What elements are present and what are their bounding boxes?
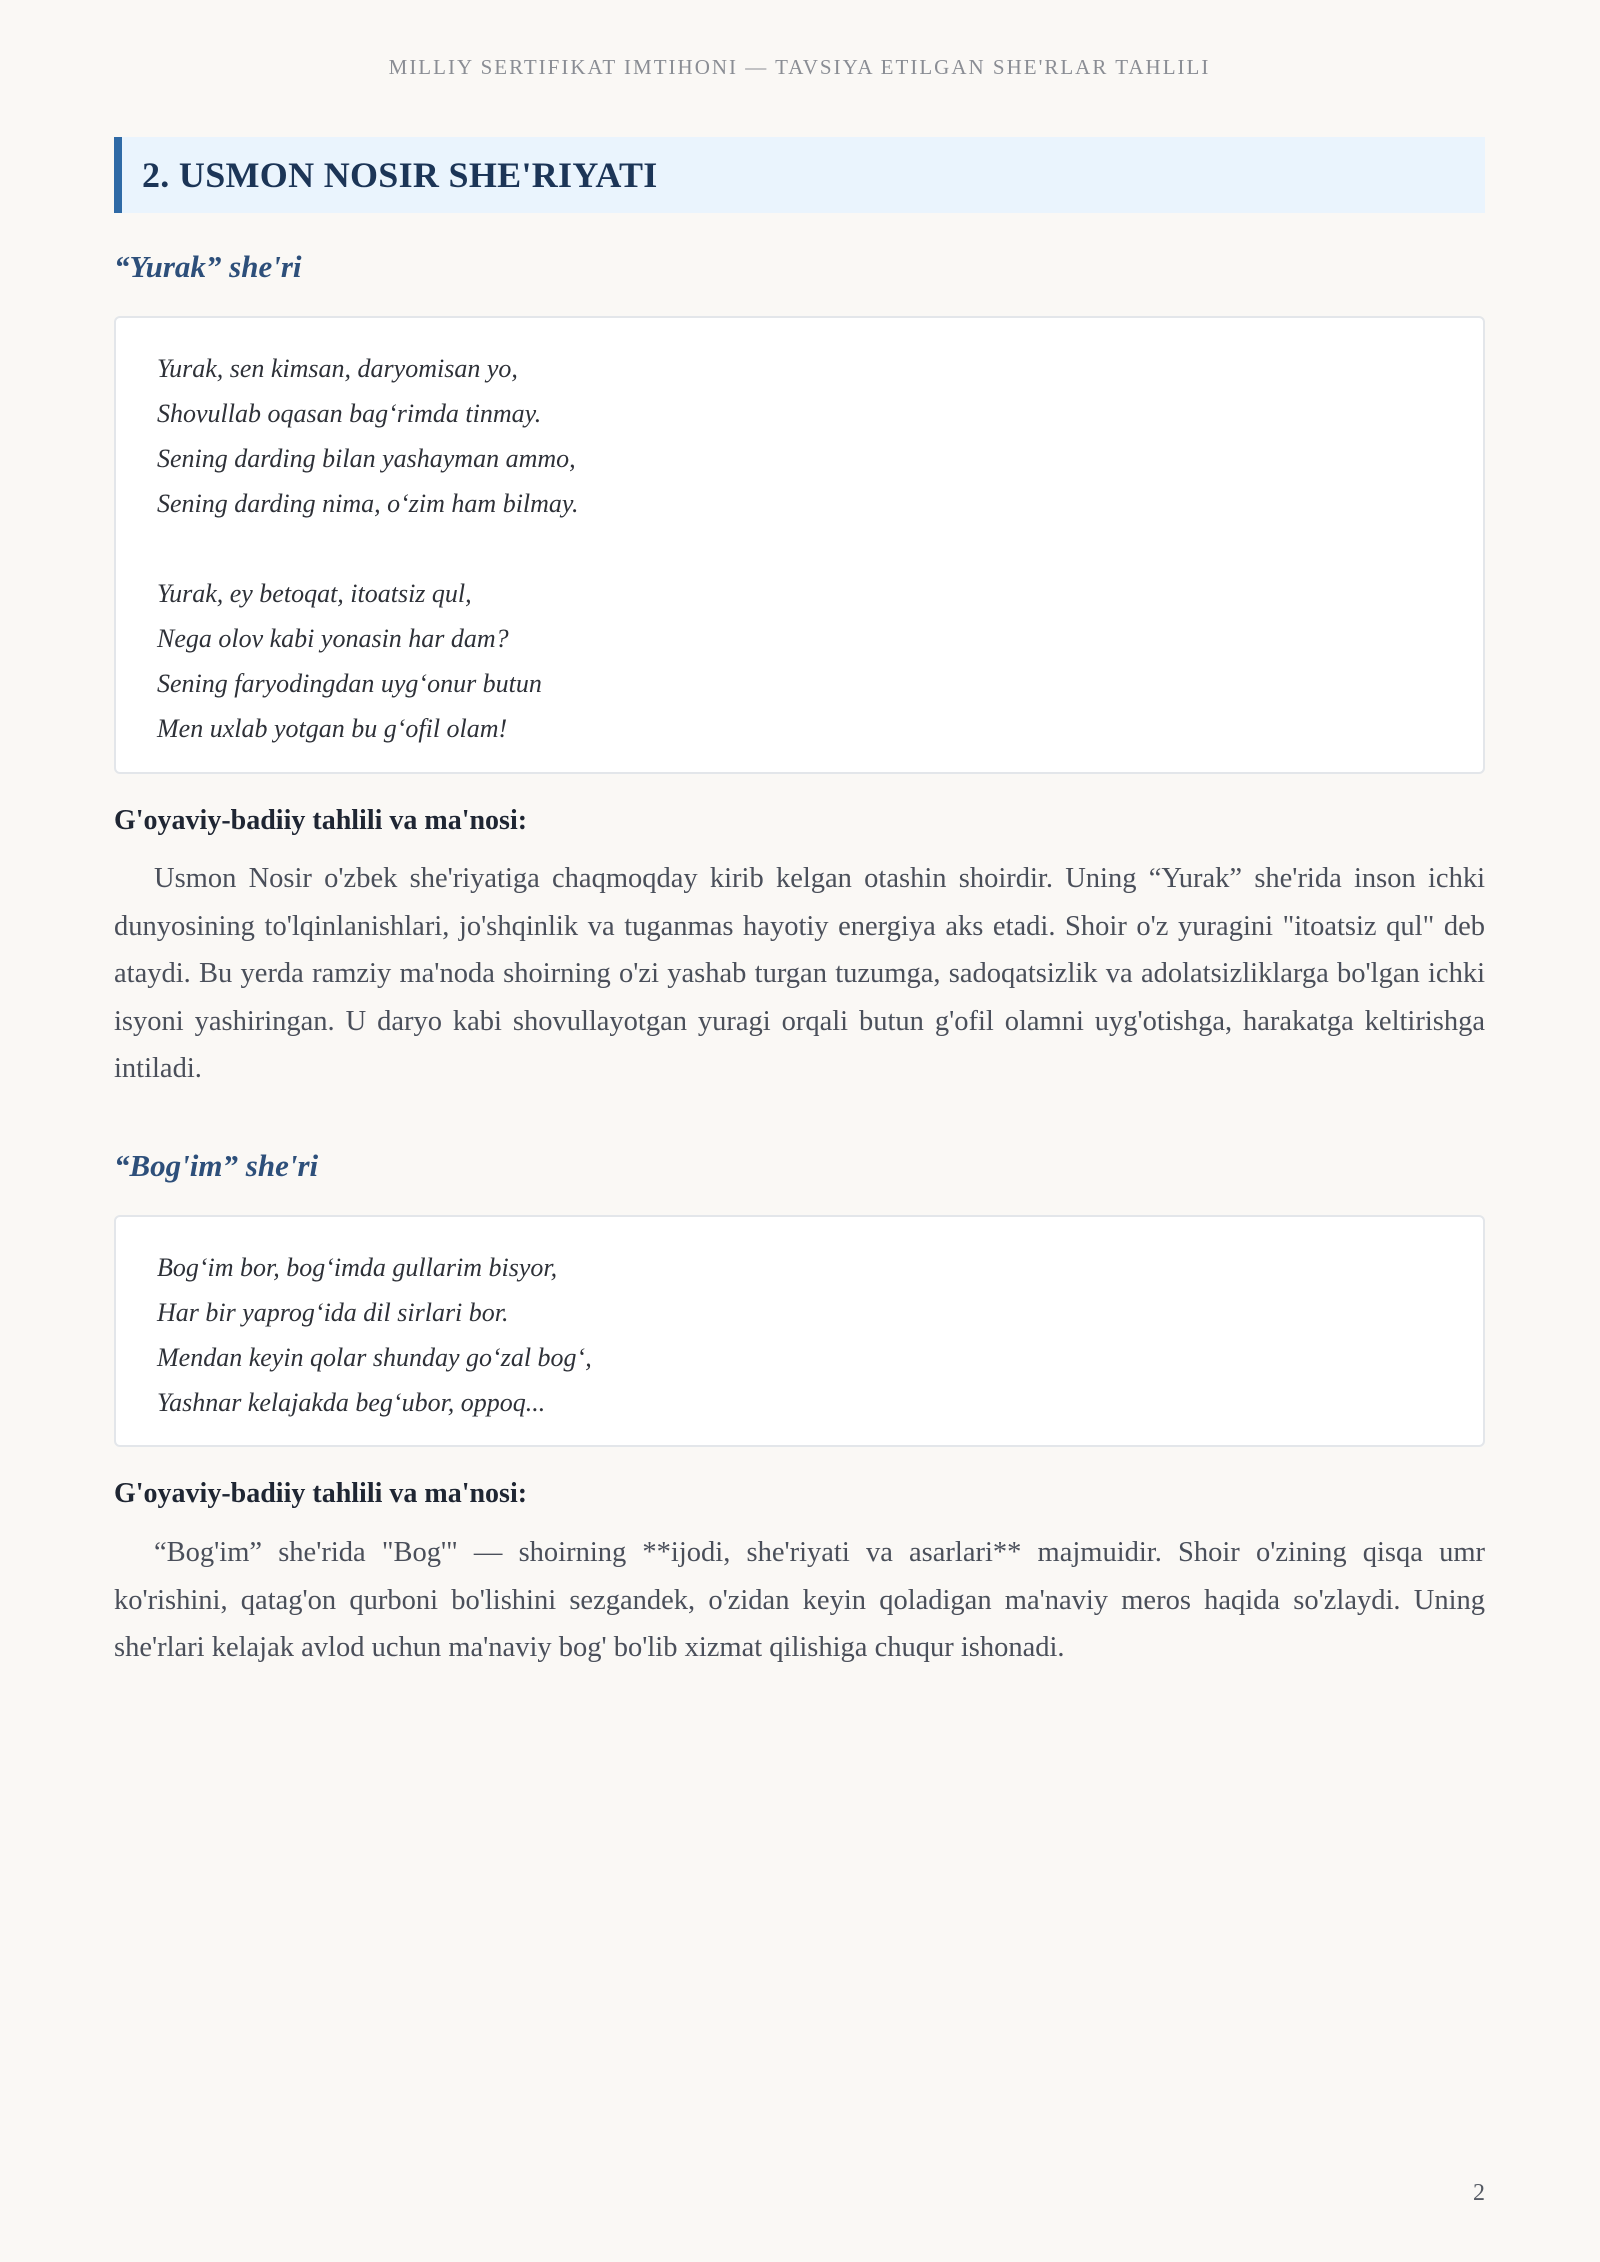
section-title [114, 137, 1485, 213]
poem-title-bogim: “Bog'im” she'ri [114, 1148, 319, 1183]
document-page [114, 0, 1485, 2262]
poem-box-yurak [114, 316, 1485, 774]
poem-line: Mendan keyin qolar shunday go‘zal bog‘, [157, 1343, 592, 1372]
poem-line: Yashnar kelajakda beg‘ubor, oppoq... [157, 1388, 546, 1417]
poem-line: Bog‘im bor, bog‘imda gullarim bisyor, [157, 1253, 558, 1282]
poem-line: Men uxlab yotgan bu g‘ofil olam! [157, 714, 508, 743]
analysis-text-bogim: “Bog'im” she'rida "Bog'" — shoirning **ijodi, she'riyati va asarlari** majmuidir. Shoir o'zining qisqa umr ko'rishini, qatag'on qurboni bo'lishini sezgandek, o'zidan keyin qoladigan ma'naviy meros haqida so'zlaydi. Uning she'rlari kelajak avlod uchun ma'naviy bog' bo'lib xizmat qilishiga chuqur ishonadi. [114, 1537, 1485, 1663]
poem-line: Yurak, ey betoqat, itoatsiz qul, [157, 579, 472, 608]
poem-line: Shovullab oqasan bag‘rimda tinmay. [157, 399, 542, 428]
poem-box-bogim [114, 1215, 1485, 1447]
poem-line: Yurak, sen kimsan, daryomisan yo, [157, 354, 518, 383]
poem-line: Sening faryodingdan uyg‘onur butun [157, 669, 542, 698]
poem-line: Nega olov kabi yonasin har dam? [157, 624, 509, 653]
analysis-heading-bogim: G'oyaviy-badiiy tahlili va ma'nosi: [114, 1478, 528, 1509]
running-header: MILLIY SERTIFIKAT IMTIHONI — TAVSIYA ETILGAN SHE'RLAR TAHLILI [388, 55, 1211, 79]
analysis-text-yurak: Usmon Nosir o'zbek she'riyatiga chaqmoqday kirib kelgan otashin shoirdir. Uning “Yurak” she'rida inson ichki dunyosining to'lqinlanishlari, jo'shqinlik va tuganmas hayotiy energiya aks etadi. Shoir o'z yuragini "itoatsiz qul" deb ataydi. Bu yerda ramziy ma'noda shoirning o'zi yashab turgan tuzumga, sadoqatsizlik va adolatsizliklarga bo'lgan ichki isyoni yashiringan. U daryo kabi shovullayotgan yuragi orqali butun g'ofil olamni uyg'otishga, harakatga keltirishga intiladi. [114, 863, 1485, 1084]
page-number: 2 [1473, 2180, 1485, 2206]
stanza-gap [157, 526, 1483, 571]
analysis-heading-yurak: G'oyaviy-badiiy tahlili va ma'nosi: [114, 805, 528, 836]
poem-line: Har bir yaprog‘ida dil sirlari bor. [157, 1298, 509, 1327]
poem-title-yurak: “Yurak” she'ri [114, 249, 302, 284]
poem-line: Sening darding nima, o‘zim ham bilmay. [157, 489, 579, 518]
poem-line: Sening darding bilan yashayman ammo, [157, 444, 576, 473]
section-title-text: 2. USMON NOSIR SHE'RIYATI [142, 155, 658, 195]
